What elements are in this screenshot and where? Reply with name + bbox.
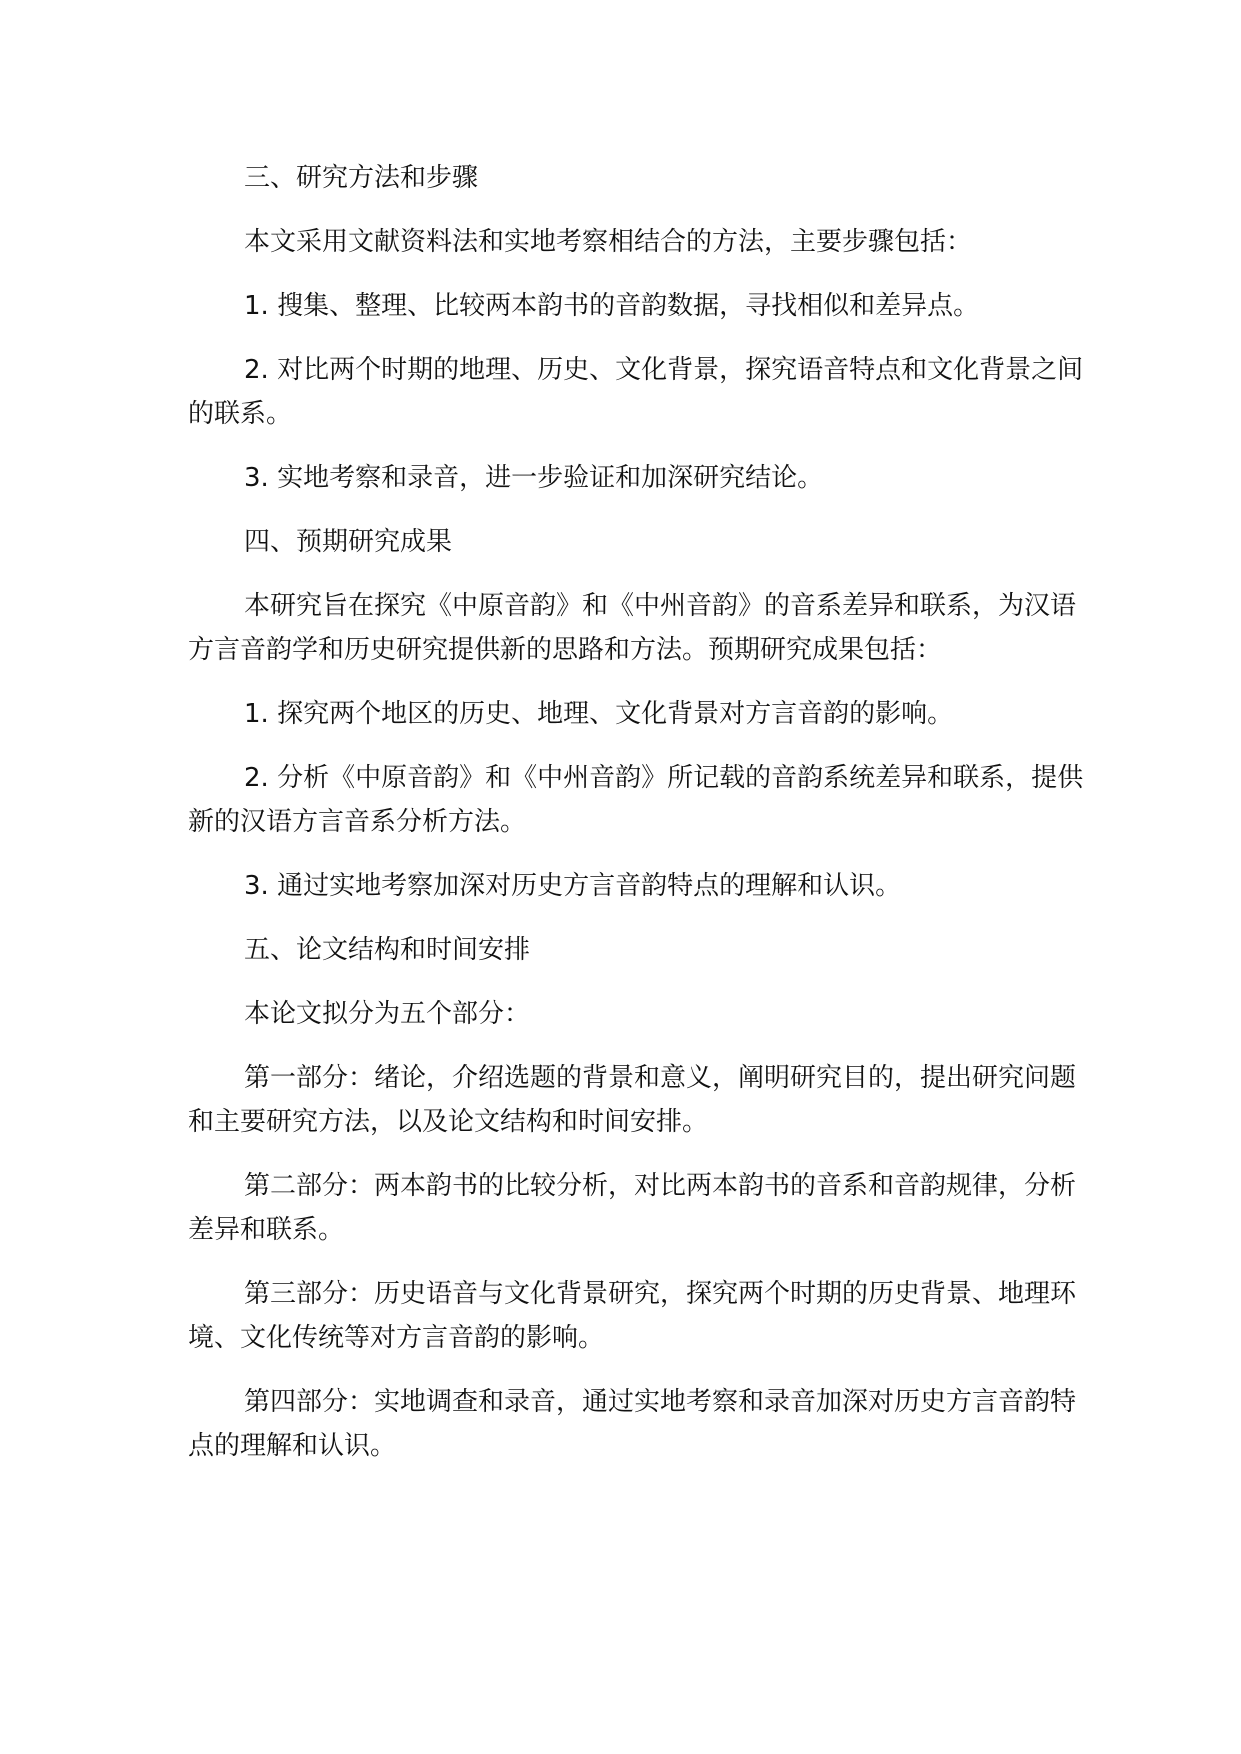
list-item-result-1: 1. 探究两个地区的历史、地理、文化背景对方言音韵的影响。 bbox=[244, 699, 954, 729]
paragraph-part-3: 第三部分：历史语音与文化背景研究，探究两个时期的历史背景、地理环境、文化传统等对方言音韵的影响。 bbox=[188, 1279, 1077, 1353]
list-item-result-3: 3. 通过实地考察加深对历史方言音韵特点的理解和认识。 bbox=[244, 871, 902, 901]
paragraph-methods-intro: 本文采用文献资料法和实地考察相结合的方法，主要步骤包括： bbox=[244, 227, 973, 257]
paragraph-part-2: 第二部分：两本韵书的比较分析，对比两本韵书的音系和音韵规律，分析差异和联系。 bbox=[188, 1171, 1077, 1245]
section-heading-structure: 五、论文结构和时间安排 bbox=[244, 935, 531, 965]
list-item-method-3: 3. 实地考察和录音，进一步验证和加深研究结论。 bbox=[244, 463, 824, 493]
paragraph-part-4: 第四部分：实地调查和录音，通过实地考察和录音加深对历史方言音韵特点的理解和认识。 bbox=[188, 1387, 1077, 1461]
section-heading-methods: 三、研究方法和步骤 bbox=[244, 163, 479, 193]
list-item-method-2: 2. 对比两个时期的地理、历史、文化背景，探究语音特点和文化背景之间的联系。 bbox=[188, 355, 1084, 429]
document-body bbox=[188, 156, 1088, 1488]
section-heading-expected-results: 四、预期研究成果 bbox=[244, 527, 453, 557]
list-item-method-1: 1. 搜集、整理、比较两本韵书的音韵数据，寻找相似和差异点。 bbox=[244, 291, 980, 321]
list-item-result-2: 2. 分析《中原音韵》和《中州音韵》所记载的音韵系统差异和联系，提供新的汉语方言音系分析方法。 bbox=[188, 763, 1084, 837]
paragraph-results-intro: 本研究旨在探究《中原音韵》和《中州音韵》的音系差异和联系，为汉语方言音韵学和历史研究提供新的思路和方法。预期研究成果包括： bbox=[188, 591, 1077, 665]
paragraph-part-1: 第一部分：绪论，介绍选题的背景和意义，阐明研究目的，提出研究问题和主要研究方法，以及论文结构和时间安排。 bbox=[188, 1063, 1077, 1137]
paragraph-structure-intro: 本论文拟分为五个部分： bbox=[244, 999, 531, 1029]
